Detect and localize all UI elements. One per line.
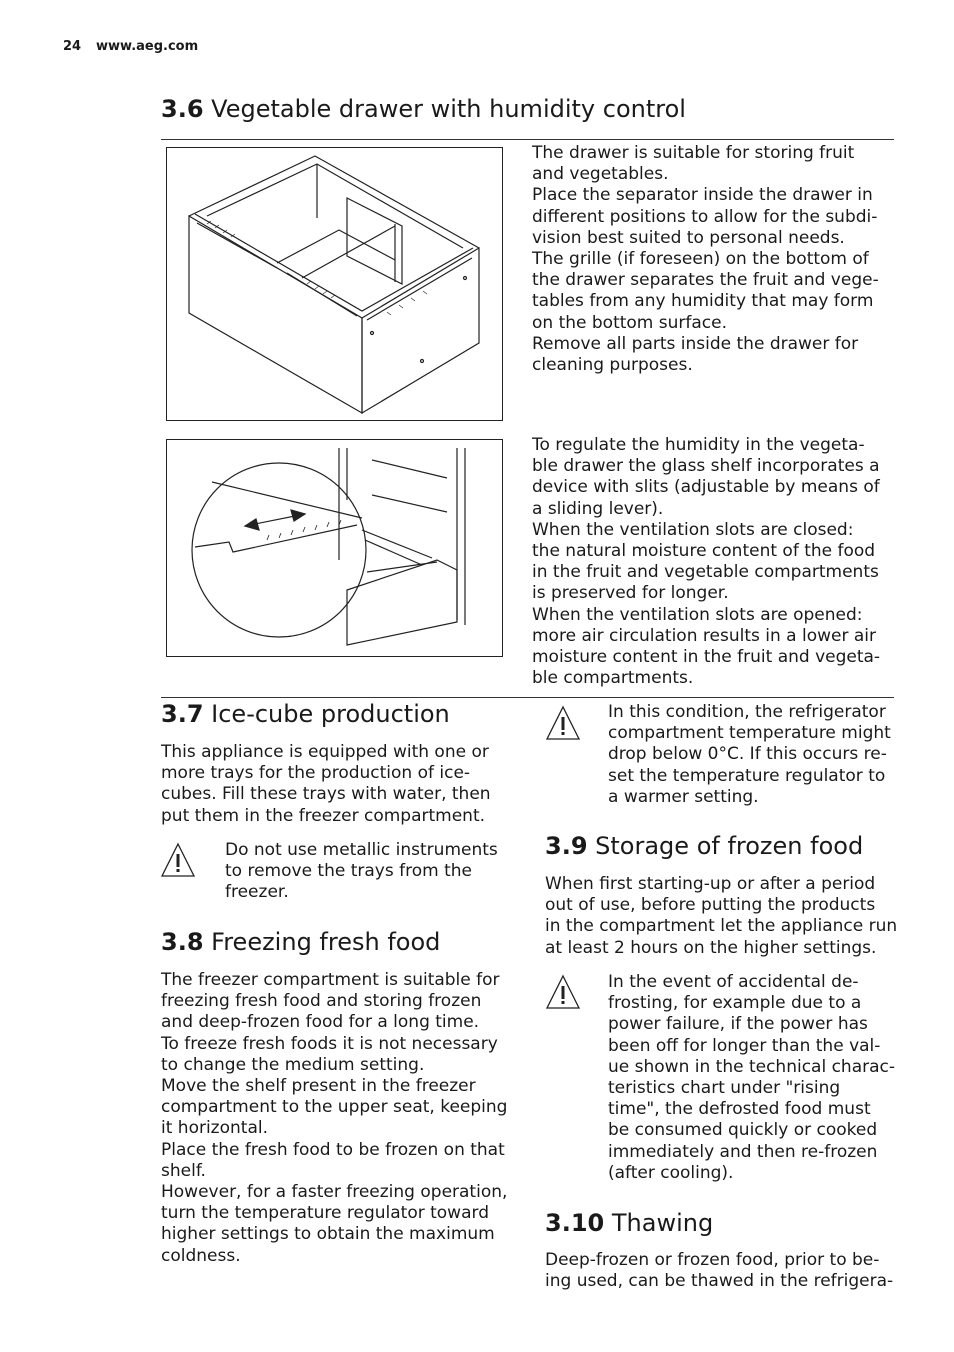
warning-icon xyxy=(545,705,581,741)
heading-3-7-title: Ice-cube production xyxy=(211,700,450,728)
heading-3-9 xyxy=(545,832,863,860)
heading-3-8-number: 3.8 xyxy=(161,928,204,956)
section-divider xyxy=(161,697,894,698)
s36-text-2: To regulate the humidity in the vegeta- ble drawer the glass shelf incorporates a device with slits (adjustable by means of a sliding lever). When the ventilation slots are closed: the natural moisture content of the food in the fruit and vegetable compartments is preserved for longer. When the ventilation slots are opened: more air circulation results in a lower air moisture content in the fruit and vegeta- ble compartments. xyxy=(532,435,881,689)
page-number: 24 xyxy=(63,39,82,54)
humidity-control-illustration xyxy=(166,439,503,657)
heading-3-10-title: Thawing xyxy=(611,1209,714,1237)
heading-3-6-title: Vegetable drawer with humidity control xyxy=(211,95,686,123)
heading-3-6 xyxy=(161,95,686,123)
s37-text: This appliance is equipped with one or more trays for the production of ice- cubes. Fill these trays with water, then put them in the freezer compartment. xyxy=(161,742,491,826)
s38-text: The freezer compartment is suitable for freezing fresh food and storing frozen and deep-frozen food for a long time. To freeze fresh foods it is not necessary to change the medium setting. Move the shelf present in the freezer compartment to the upper seat, keeping it horizontal. Place the fresh food to be frozen on that shelf. However, for a faster freezing operation, turn the temperature regulator toward higher settings to obtain the maximum coldness. xyxy=(161,970,508,1266)
s39-warning: In the event of accidental de- frosting, for example due to a power failure, if the power has been off for longer than the val- ue shown in the technical charac- teristics chart under "rising time", the defrosted food must be consumed quickly or cooked immediately and then re-frozen (after cooling). xyxy=(608,972,896,1183)
heading-3-8 xyxy=(161,928,440,956)
drawer-illustration xyxy=(166,147,503,421)
s39-text: When first starting-up or after a period out of use, before putting the products in the compartment let the appliance run at least 2 hours on the higher settings. xyxy=(545,874,898,958)
s36-text-1: The drawer is suitable for storing fruit and vegetables. Place the separator inside the drawer in different positions to allow for the subdi- vision best suited to personal needs. The grille (if foreseen) on the bottom of the drawer separates the fruit and vege- tables from any humidity that may form on the bottom surface. Remove all parts inside the drawer for cleaning purposes. xyxy=(532,143,879,376)
heading-3-10-number: 3.10 xyxy=(545,1209,605,1237)
heading-3-7 xyxy=(161,700,450,728)
s310-text: Deep-frozen or frozen food, prior to be- ing used, can be thawed in the refrigera- xyxy=(545,1250,894,1292)
right-warning-1: In this condition, the refrigerator compartment temperature might drop below 0°C. If this occurs re- set the temperature regulator to a warmer setting. xyxy=(608,702,891,807)
heading-3-10 xyxy=(545,1209,713,1237)
heading-3-9-title: Storage of frozen food xyxy=(595,832,864,860)
warning-icon xyxy=(160,842,196,878)
heading-3-6-number: 3.6 xyxy=(161,95,204,123)
section-divider xyxy=(161,139,894,140)
heading-3-9-number: 3.9 xyxy=(545,832,588,860)
warning-icon xyxy=(545,974,581,1010)
heading-3-8-title: Freezing fresh food xyxy=(211,928,441,956)
website-link[interactable]: www.aeg.com xyxy=(96,39,199,54)
s37-warning: Do not use metallic instruments to remove the trays from the freezer. xyxy=(225,840,498,903)
drawer-drawing xyxy=(167,148,502,420)
heading-3-7-number: 3.7 xyxy=(161,700,204,728)
humidity-control-drawing xyxy=(167,440,502,656)
